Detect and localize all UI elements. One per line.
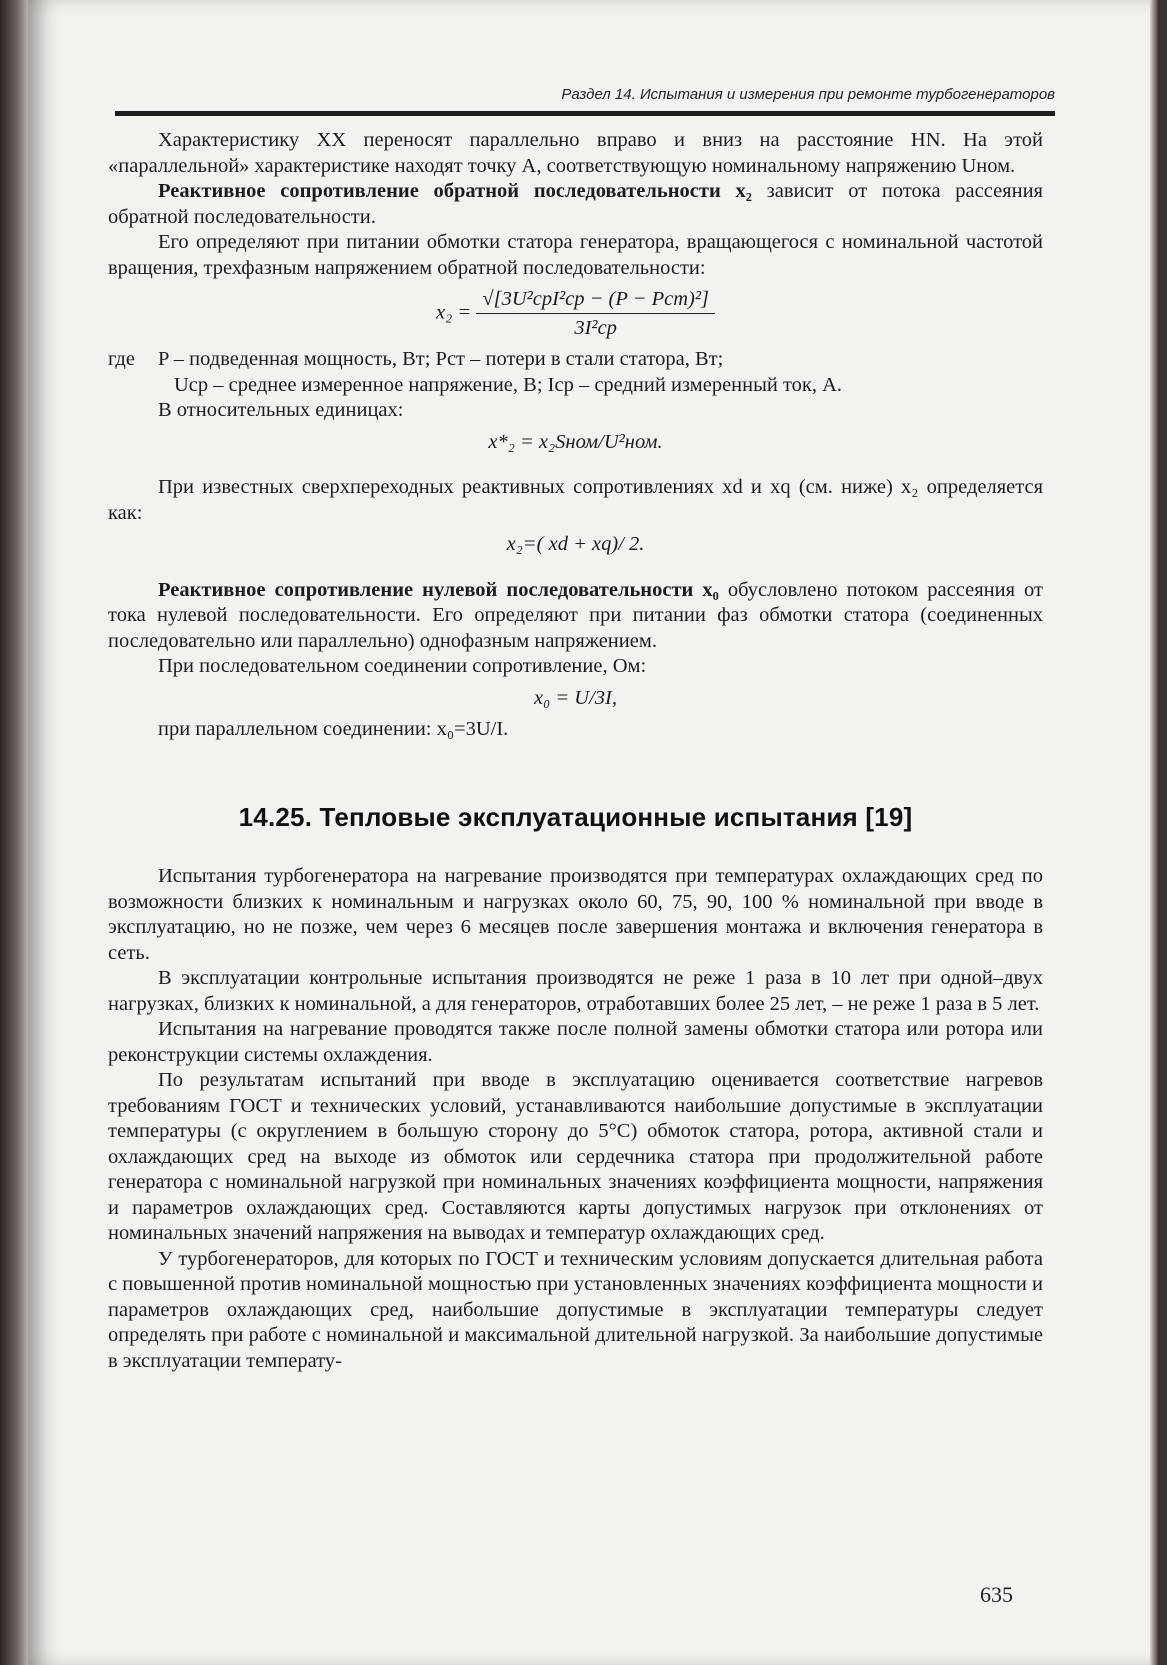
term-x2: Реактивное сопротивление обратной последовательности x₂ [158,180,752,202]
paragraph-x2-subtransient: При известных сверхпереходных реактивных сопротивлениях xd и xq (см. ниже) x₂ определяется как: [108,476,1043,524]
page-edge [1150,0,1158,1665]
section-paragraph: По результатам испытаний при вводе в эксплуатацию оценивается соответствие нагревов требованиям ГОСТ и технических условий, устанавливаются наибольшие допустимые в эксплуатации температуры (с округлением в большую сторону до 5°С) обмоток статора, ротора, активной стали и охлаждающих сред на выходе из обмоток или сердечника статора при продолжительной работе генератора с номинальной нагрузкой при номинальных значениях коэффициента мощности, напряжения и параметров охлаждающих сред. Составляются карты допустимых нагрузок при отклонениях от номинальных значений напряжения на выводах и температур охлаждающих сред. [108,1069,1043,1244]
where-block: где P – подведенная мощность, Вт; Pст – потери в стали статора, Вт; [108,348,724,370]
paragraph-parallel-connection: при параллельном соединении: x₀=3U/I. [158,718,509,740]
section-paragraph: Испытания турбогенератора на нагревание производятся при температурах охлаждающих сред по возможности близких к номинальным и нагрузках около 60, 75, 90, 100 % номинальной при вводе в эксплуатацию, но не позже, чем через 6 месяцев после завершения монтажа и включения генератора в сеть. [108,865,1043,964]
running-header: Раздел 14. Испытания и измерения при ремонте турбогенераторов [561,86,1055,103]
formula-x2-fraction: $\frac{\text{√[3U²срI²ср − (P − Pст)²]}}{\text{3I²ср}}$ [476,287,715,341]
paragraph-x2-method: Его определяют при питании обмотки статора генератора, вращающегося с номинальной частотой вращения, трехфазным напряжением обратной последовательности: [108,231,1043,279]
header-rule [115,111,1055,116]
page-content [108,128,1043,1374]
formula-x2: x₂ = $\frac{\text{√[3U²срI²ср − (P − Pст)²]}}{\text{3I²ср}}$ [108,287,1043,341]
formula-x2-relative: x*₂ = x₂Sном/U²ном. [488,430,663,453]
section-title: 14.25. Тепловые эксплуатационные испытания [19] [238,801,913,832]
formula-x0-series: x₀ = U/3I, [533,686,617,709]
section-paragraph: Испытания на нагревание проводятся также после полной замены обмотки статора или ротора или реконструкции системы охлаждения. [108,1018,1043,1066]
paragraph-series-connection: При последовательном соединении сопротивление, Ом: [158,655,647,677]
formula-x2-average: x₂=( xd + xq)/ 2. [506,533,645,555]
section-paragraph: В эксплуатации контрольные испытания производятся не реже 1 раза в 10 лет при одной–двух нагрузках, близких к номинальной, а для генераторов, отработавших более 25 лет, – не реже 1 раза в 5 лет. [108,967,1043,1015]
page-number: 635 [980,1582,1013,1607]
section-paragraph: У турбогенераторов, для которых по ГОСТ и техническим условиям допускается длительная работа с повышенной против номинальной мощностью при установленных значениях коэффициента мощности и параметров охлаждающих сред, наибольшие допустимые в эксплуатации температуры следует определять при работе с номинальной и максимальной длительной нагрузкой. За наибольшие допустимые в эксплуатации температу- [108,1247,1043,1372]
where-line-2: Uср – среднее измеренное напряжение, В; Iср – средний измеренный ток, А. [174,373,843,396]
relative-units-label: В относительных единицах: [158,399,404,421]
book-spine [0,0,28,1665]
term-x0: Реактивное сопротивление нулевой последовательности x₀ [158,578,719,601]
paragraph-x0-definition: Реактивное сопротивление нулевой последовательности x₀ обусловлено потоком рассеяния от тока нулевой последовательности. Его определяют при питании фаз обмотки статора (соединенных последовательно или параллельно) однофазным напряжением. [108,578,1043,652]
paragraph-x2-definition: Реактивное сопротивление обратной последовательности x₂ зависит от потока рассеяния обратной последовательности. [108,180,1043,228]
paragraph-xx-characteristic: Характеристику ХХ переносят параллельно вправо и вниз на расстояние HN. На этой «параллельной» характеристике находят точку А, соответствующую номинальному напряжению Uном. [108,129,1043,177]
